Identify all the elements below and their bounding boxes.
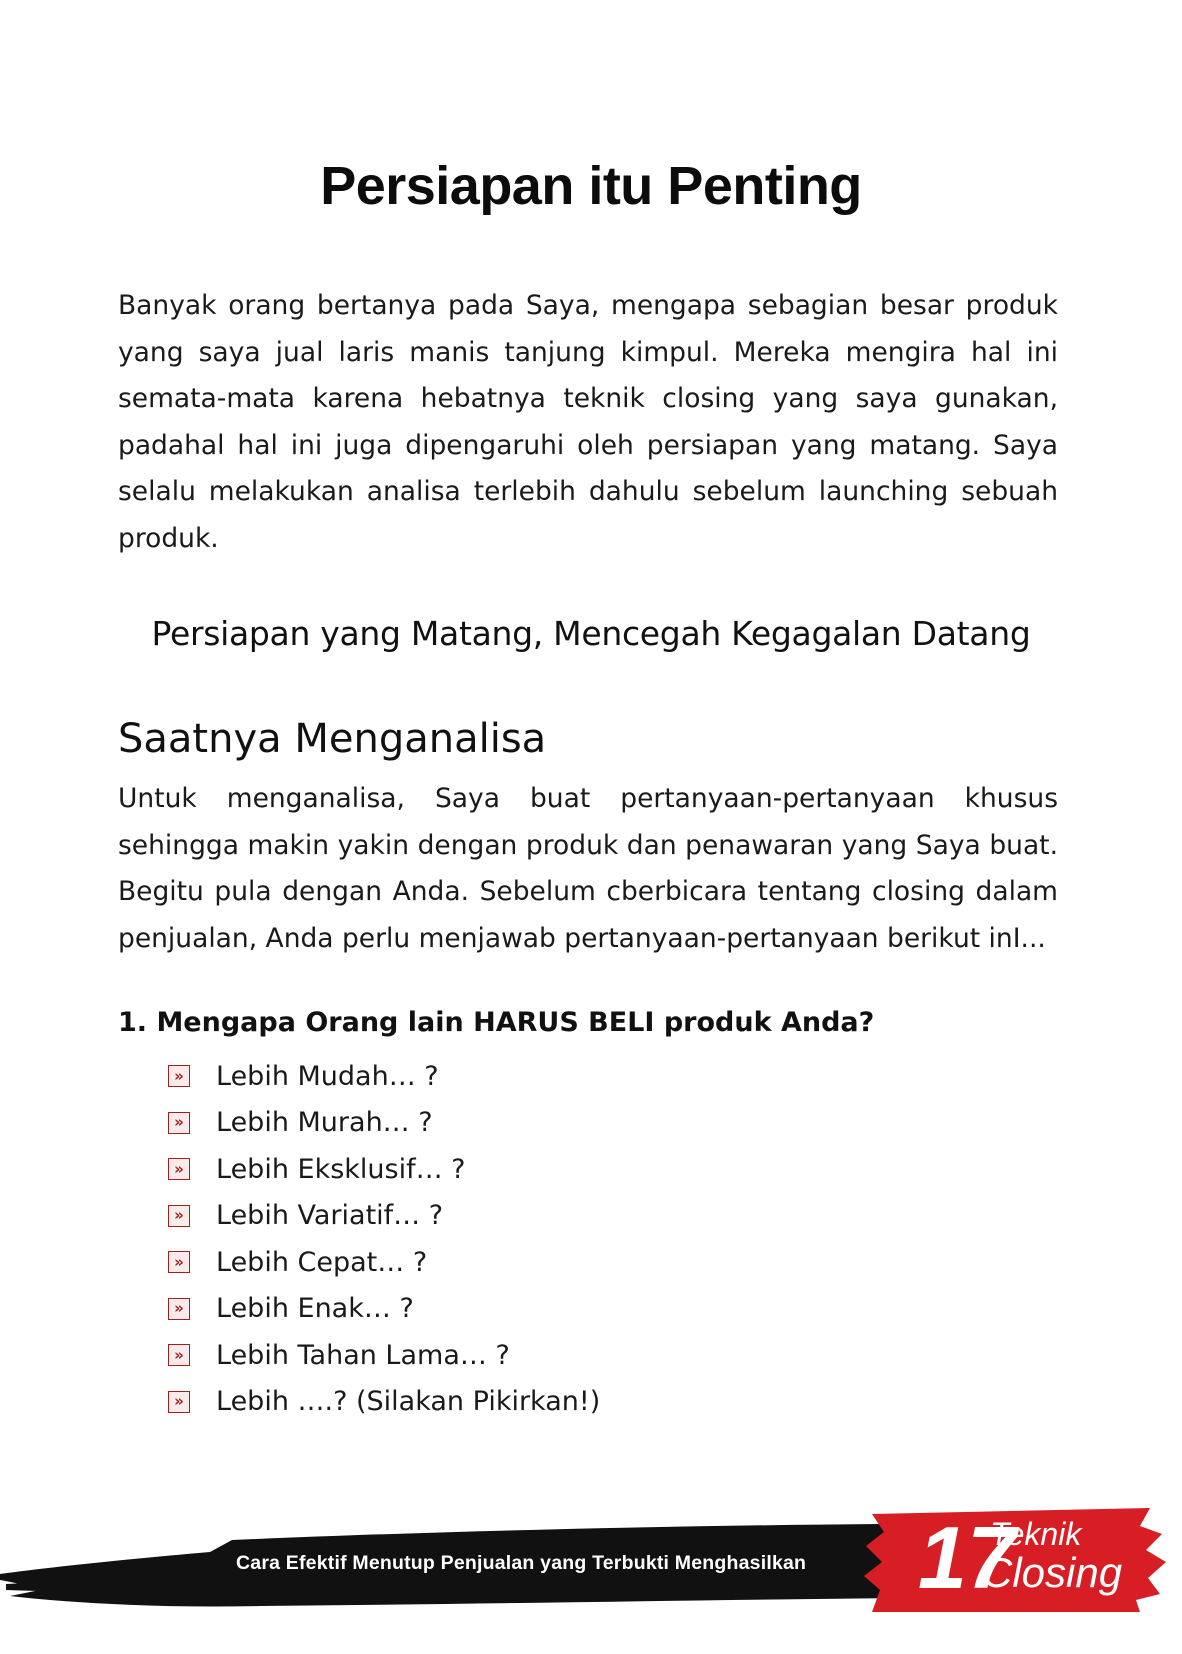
list-item-label: Lebih Eksklusif… ? bbox=[216, 1153, 466, 1185]
double-chevron-right-icon: » bbox=[168, 1344, 190, 1366]
subheading: Persiapan yang Matang, Mencegah Kegagalan Datang bbox=[151, 614, 1031, 653]
double-chevron-right-icon: » bbox=[168, 1065, 190, 1087]
bullet-list bbox=[168, 1053, 600, 1425]
list-item bbox=[168, 1053, 600, 1100]
list-item-label: Lebih Variatif… ? bbox=[216, 1200, 444, 1232]
double-chevron-right-icon: » bbox=[168, 1158, 190, 1180]
double-chevron-right-icon: » bbox=[168, 1205, 190, 1227]
intro-paragraph: Banyak orang bertanya pada Saya, mengapa sebagian besar produk yang saya jual laris manis tanjung kimpul. Mereka mengira hal ini semata-mata karena hebatnya teknik closing yang saya gunakan, padahal hal ini juga dipengaruhi oleh persiapan yang matang. Saya selalu melakukan analisa terlebih dahulu sebelum launching sebuah produk. bbox=[118, 290, 1058, 554]
page-title: Persiapan itu Penting bbox=[320, 156, 862, 216]
list-item-label: Lebih Cepat… ? bbox=[216, 1246, 428, 1278]
footer-brand-word-2: Closing bbox=[982, 1549, 1123, 1596]
list-item bbox=[168, 1239, 600, 1286]
list-item-label: Lebih Enak… ? bbox=[216, 1293, 414, 1325]
list-item bbox=[168, 1379, 600, 1426]
footer-banner bbox=[0, 1500, 1182, 1620]
list-item bbox=[168, 1193, 600, 1240]
list-item bbox=[168, 1146, 600, 1193]
footer-tagline: Cara Efektif Menutup Penjualan yang Terbukti Menghasilkan bbox=[236, 1552, 807, 1574]
list-item bbox=[168, 1100, 600, 1147]
footer-brand-word-1: Teknik bbox=[990, 1516, 1082, 1552]
section-title: Saatnya Menganalisa bbox=[118, 716, 547, 762]
list-item-label: Lebih Murah… ? bbox=[216, 1107, 433, 1139]
list-item-label: Lebih Mudah… ? bbox=[216, 1060, 439, 1092]
double-chevron-right-icon: » bbox=[168, 1251, 190, 1273]
list-item bbox=[168, 1286, 600, 1333]
section-paragraph: Untuk menganalisa, Saya buat pertanyaan-pertanyaan khusus sehingga makin yakin dengan produk dan penawaran yang Saya buat. Begitu pula dengan Anda. Sebelum cberbicara tentang closing dalam penjualan, Anda perlu menjawab pertanyaan-pertanyaan berikut inI... bbox=[118, 783, 1058, 954]
footer-brand-number: 17 bbox=[918, 1508, 1016, 1607]
list-item-label: Lebih ….? (Silakan Pikirkan!) bbox=[216, 1386, 601, 1418]
list-item-label: Lebih Tahan Lama… ? bbox=[216, 1339, 510, 1371]
double-chevron-right-icon: » bbox=[168, 1391, 190, 1413]
question-heading: 1. Mengapa Orang lain HARUS BELI produk Anda? bbox=[118, 1007, 875, 1038]
double-chevron-right-icon: » bbox=[168, 1112, 190, 1134]
list-item bbox=[168, 1332, 600, 1379]
double-chevron-right-icon: » bbox=[168, 1298, 190, 1320]
